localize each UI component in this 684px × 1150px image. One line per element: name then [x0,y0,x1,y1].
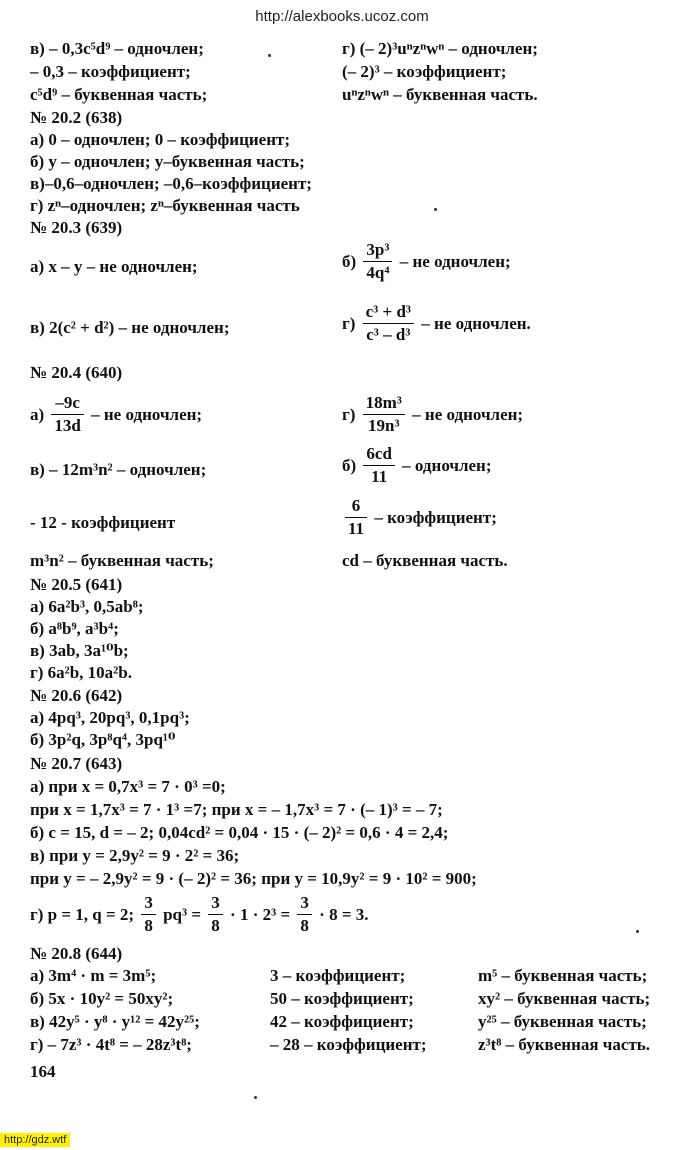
scan-speck [254,1096,257,1099]
s204-coef-num: 6 [345,496,367,518]
s208-row-expr: в) 42y⁵ · y⁸ · y¹² = 42y²⁵; [30,1012,200,1031]
s204-a-prefix: а) [30,404,45,424]
s204-g-suffix: – не одночлен; [412,404,524,424]
s204-coef-suffix: – коэффициент; [374,507,497,527]
section-heading-20-2: № 20.2 (638) [30,108,123,127]
page-number: 164 [30,1062,56,1081]
s205-b: б) a⁸b⁹, a³b⁴; [30,619,119,638]
s206-a: а) 4pq³, 20pq³, 0,1pq³; [30,708,190,727]
s204-v: в) – 12m³n² – одночлен; [30,460,207,479]
s205-c: в) 3ab, 3a¹⁰b; [30,641,129,660]
s208-row-expr: г) – 7z³ · 4t⁸ = – 28z³t⁸; [30,1035,192,1054]
scan-speck [268,54,271,57]
s207-g-f2-den: 8 [211,916,220,935]
top-right-line-3: uⁿzⁿwⁿ – буквенная часть. [342,85,538,104]
s207-g-mid-2: · 1 · 2³ = [230,904,291,924]
s204-a-fraction [51,393,83,436]
s207-g-fraction-3 [297,893,312,936]
s204-coef-right [342,496,497,539]
top-left-line-2: – 0,3 – коэффициент; [30,62,191,81]
s208-row-expr: б) 5x · 10y² = 50xy²; [30,989,174,1008]
s207-g-end: · 8 = 3. [319,904,369,924]
s203-d-num: c³ + d³ [363,302,414,324]
header-url: http://alexbooks.ucoz.com [255,8,429,25]
s204-b-suffix: – одночлен; [402,455,492,475]
s204-g-prefix: г) [342,404,356,424]
section-heading-20-8: № 20.8 (644) [30,944,123,963]
s208-row-coef: 3 – коэффициент; [270,966,406,985]
s204-g-den: 19n³ [367,416,400,435]
s204-g-num: 18m³ [363,393,405,415]
s208-row-part: m⁵ – буквенная часть; [478,966,648,985]
section-heading-20-7: № 20.7 (643) [30,754,123,773]
s204-coef-fraction [345,496,367,539]
s204-b-num: 6cd [363,444,395,466]
s207-line-4: в) при y = 2,9y² = 9 · 2² = 36; [30,846,240,865]
s204-b-prefix: б) [342,455,357,475]
s208-row-coef: 50 – коэффициент; [270,989,414,1008]
s207-g-f3-den: 8 [300,916,309,935]
s204-part-right: cd – буквенная часть. [342,551,508,570]
s204-b-den: 11 [371,467,388,486]
s204-b [342,444,492,487]
s205-a: а) 6a²b³, 0,5ab⁸; [30,597,144,616]
s204-g-fraction [363,393,405,436]
s204-coef-den: 11 [348,519,365,538]
s203-d [342,302,531,345]
s207-line-g [30,893,369,936]
s207-g-fraction-1 [141,893,156,936]
s203-b [342,240,511,283]
scan-speck [636,930,639,933]
s208-row-part: y²⁵ – буквенная часть; [478,1012,647,1031]
section-heading-20-5: № 20.5 (641) [30,575,123,594]
s208-row-expr: а) 3m⁴ · m = 3m⁵; [30,966,157,985]
s204-a-den: 13d [54,416,81,435]
s207-line-1: а) при x = 0,7x³ = 7 · 0³ =0; [30,777,226,796]
s204-a [30,393,202,436]
s202-c: в)–0,6–одночлен; –0,6–коэффициент; [30,174,312,193]
s208-row-part: xy² – буквенная часть; [478,989,651,1008]
s207-g-mid-1: pq³ = [163,904,202,924]
s203-a: а) x – y – не одночлен; [30,257,198,276]
top-left-line-1: в) – 0,3c⁵d⁹ – одночлен; [30,39,204,58]
s202-d: г) zⁿ–одночлен; zⁿ–буквенная часть [30,196,300,215]
top-left-line-3: c⁵d⁹ – буквенная часть; [30,85,208,104]
top-right-line-1: г) (– 2)³uⁿzⁿwⁿ – одночлен; [342,39,538,58]
s207-g-f2-num: 3 [208,893,223,915]
s207-line-5: при y = – 2,9y² = 9 · (– 2)² = 36; при y = 10,9y² = 9 · 10² = 900; [30,869,477,888]
s207-line-3: б) c = 15, d = – 2; 0,04cd² = 0,04 · 15 · (– 2)² = 0,6 · 4 = 2,4; [30,823,449,842]
section-heading-20-4: № 20.4 (640) [30,363,123,382]
s203-b-suffix: – не одночлен; [399,251,511,271]
s203-b-num: 3p³ [363,240,392,262]
s207-line-2: при x = 1,7x³ = 7 · 1³ =7; при x = – 1,7x³ = 7 · (– 1)³ = – 7; [30,800,443,819]
s203-b-den: 4q⁴ [366,263,390,282]
s203-b-fraction [363,240,392,283]
s203-b-prefix: б) [342,251,357,271]
s204-coef-left: - 12 - коэффициент [30,513,176,532]
s203-d-prefix: г) [342,313,356,333]
s208-row-coef: – 28 – коэффициент; [270,1035,427,1054]
s203-c: в) 2(c² + d²) – не одночлен; [30,318,230,337]
s203-d-den: c³ – d³ [366,325,411,344]
s204-g [342,393,523,436]
s204-a-num: –9c [51,393,83,415]
s207-g-prefix: г) p = 1, q = 2; [30,904,135,924]
s208-row-coef: 42 – коэффициент; [270,1012,414,1031]
s208-row-part: z³t⁸ – буквенная часть. [478,1035,651,1054]
scan-speck [434,208,437,211]
s204-b-fraction [363,444,395,487]
s203-d-suffix: – не одночлен. [421,313,531,333]
s202-a: а) 0 – одночлен; 0 – коэффициент; [30,130,291,149]
section-heading-20-3: № 20.3 (639) [30,218,123,237]
s202-b: б) y – одночлен; y–буквенная часть; [30,152,305,171]
s203-d-fraction [363,302,414,345]
s204-a-suffix: – не одночлен; [91,404,203,424]
s204-part-left: m³n² – буквенная часть; [30,551,214,570]
footer-link[interactable]: http://gdz.wtf [0,1133,70,1147]
s206-b: б) 3p²q, 3p⁸q⁴, 3pq¹⁰ [30,730,176,749]
s207-g-f1-den: 8 [144,916,153,935]
s205-d: г) 6a²b, 10a²b. [30,663,132,682]
section-heading-20-6: № 20.6 (642) [30,686,123,705]
s207-g-f3-num: 3 [297,893,312,915]
s207-g-fraction-2 [208,893,223,936]
s207-g-f1-num: 3 [141,893,156,915]
top-right-line-2: (– 2)³ – коэффициент; [342,62,507,81]
